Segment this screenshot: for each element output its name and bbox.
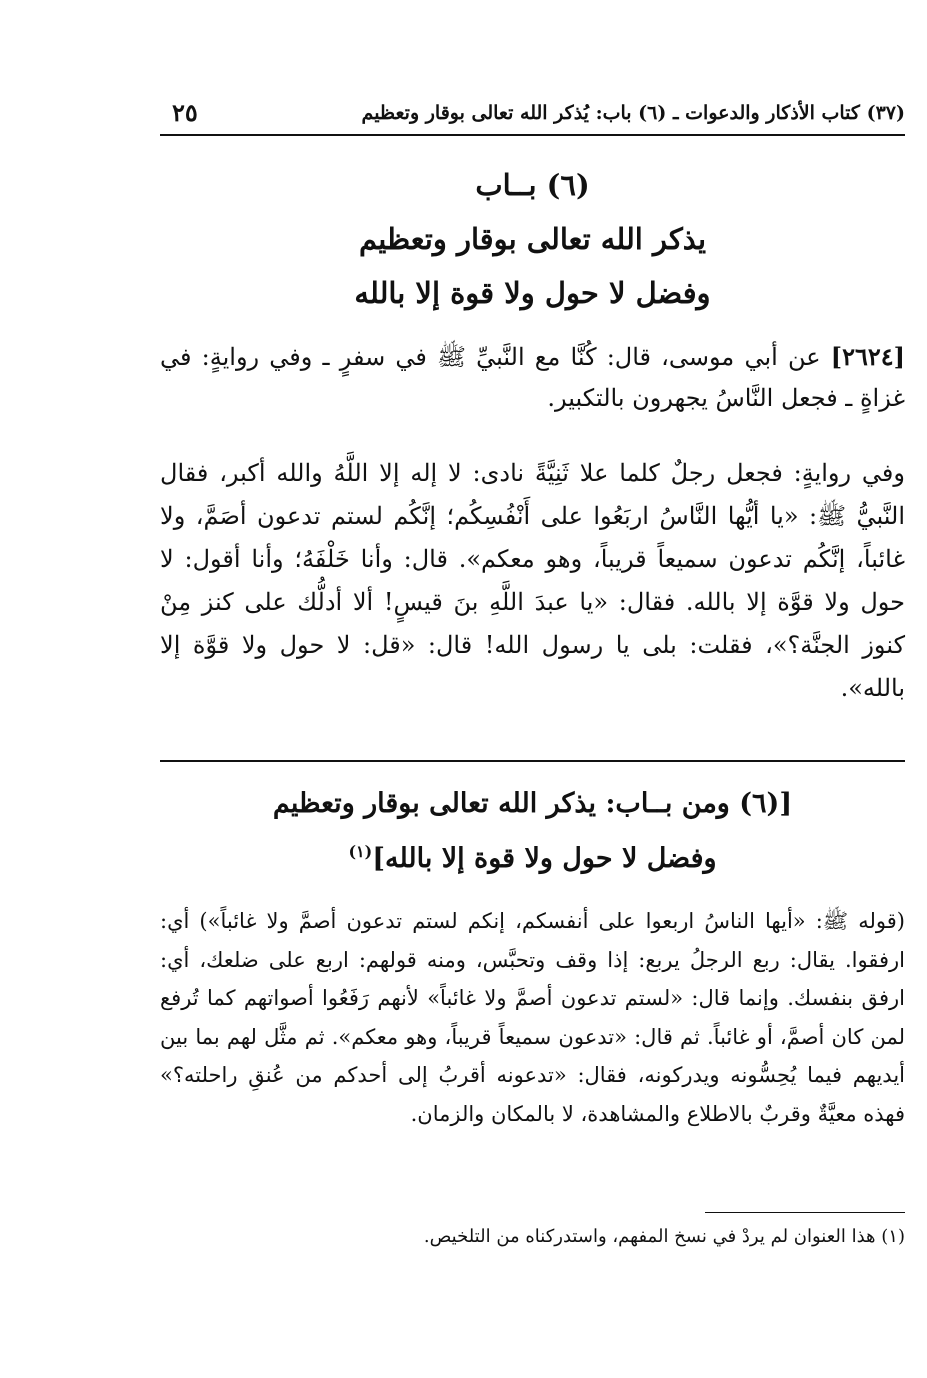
section-bab-heading: (٦) بــاب	[475, 168, 590, 202]
running-header	[160, 98, 905, 136]
footnote: (١) هذا العنوان لم يردْ في نسخ المفهم، واستدركناه من التلخيص.	[423, 1226, 905, 1247]
mufhim-title-line2	[160, 842, 905, 874]
section-title-line2: وفضل لا حول ولا قوة إلا بالله	[354, 276, 711, 310]
page-number: ٢٥	[172, 98, 198, 127]
hadith-paragraph	[160, 336, 905, 419]
hadith-variant-paragraph: وفي روايةٍ: فجعل رجلٌ كلما علا ثَنِيَّةً نادى: لا إله إلا اللَّهُ والله أكبر، فقال النَّبيُّ ﷺ: «يا أيُّها النَّاسُ اربَعُوا على أَنْفُسِكُم؛ إنَّكُم لستم تدعون أصَمَّ، ولا غائباً، إنَّكُم تدعون سميعاً قريباً، وهو معكم». قال: وأنا خَلْفَهُ؛ وأنا أقول: لا حول ولا قوَّة إلا بالله. فقال: «يا عبدَ اللَّهِ بنَ قيسٍ! ألا أدلُّك على كنز مِنْ كنوز الجنَّة؟»، فقلت: بلى يا رسول الله! قال: «قل: لا حول ولا قوَّة إلا بالله».	[160, 459, 905, 702]
hadith-number: [٢٦٢٤]	[830, 342, 905, 371]
header-title: (٣٧) كتاب الأذكار والدعوات ـ (٦) باب: يُذكر الله تعالى بوقار وتعظيم	[361, 102, 905, 124]
footnote-marker: (١)	[348, 842, 373, 861]
footnote-rule	[705, 1212, 905, 1213]
mufhim-title-text: وفضل لا حول ولا قوة إلا بالله]	[372, 843, 717, 874]
mufhim-title-line1: [(٦) ومن بــاب: يذكر الله تعالى بوقار وتعظيم	[272, 788, 793, 819]
commentary-paragraph: (قوله ﷺ: «أيها الناسُ اربعوا على أنفسكم، إنكم لستم تدعون أصمَّ ولا غائباً») أي: ارفقوا. يقال: ربع الرجلُ يربع: إذا وقف وتحبَّس، ومنه قولهم: اربع على ضلعك، أي: ارفق بنفسك. وإنما قال: «لستم تدعون أصمَّ ولا غائباً» لأنهم رَفَعُوا أصواتهم كما تُرفع لمن كان أصمَّ، أو غائباً. ثم قال: «تدعون سميعاً قريباً، وهو معكم». ثم مثَّل لهم بما بين أيديهم فيما يُحِسُّونه ويدركونه، فقال: «تدعونه أقربُ إلى أحدكم من عُنقِ راحلته؟» فهذه معيَّةٌ وقربٌ بالاطلاع والمشاهدة، لا بالمكان والزمان.	[160, 909, 905, 1126]
section-divider	[160, 760, 905, 762]
hadith-text: عن أبي موسى، قال: كُنَّا مع النَّبيِّ ﷺ في سفرٍ ـ وفي روايةٍ: في غزاةٍ ـ فجعل النَّاسُ يجهرون بالتكبير.	[160, 343, 905, 412]
section-title-line1: يذكر الله تعالى بوقار وتعظيم	[358, 222, 707, 256]
